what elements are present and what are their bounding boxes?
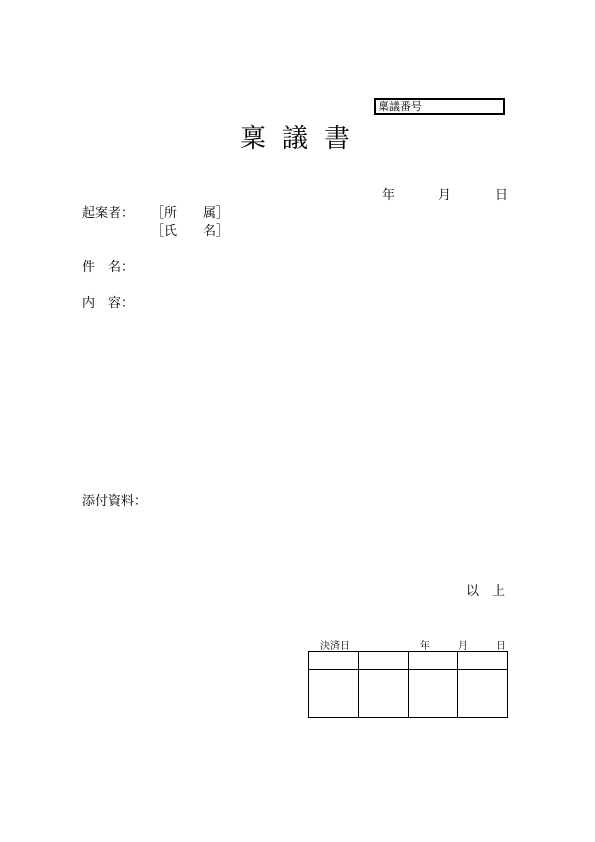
approval-stamp-table [308,651,508,718]
approval-stamp-row [309,670,508,718]
date-day-label: 日 [495,188,509,203]
approval-header-cell[interactable] [408,652,458,670]
decision-year-label: 年 [420,641,430,652]
document-number-box[interactable] [374,98,505,115]
page-title: 稟議書 [240,124,367,154]
approval-stamp-cell[interactable] [408,670,458,718]
approval-stamp-cell[interactable] [358,670,408,718]
approval-header-cell[interactable] [309,652,359,670]
approval-stamp-cell[interactable] [309,670,359,718]
approval-header-row [309,652,508,670]
decision-date-label: 決済日 [320,641,350,652]
document-number-label: 稟議番号 [378,100,422,113]
decision-day-label: 日 [496,641,506,652]
approval-header-cell[interactable] [358,652,408,670]
attachments-label: 添付資料： [82,494,148,509]
content-label: 内 容： [82,296,135,311]
date-year-label: 年 [382,188,396,203]
closing-text: 以 上 [466,584,506,599]
approval-header-cell[interactable] [458,652,508,670]
approval-stamp-cell[interactable] [458,670,508,718]
subject-label: 件 名： [82,260,135,275]
decision-month-label: 月 [458,641,468,652]
drafter-label: 起案者： [82,206,135,221]
name-label: ［氏 名］ [151,224,230,239]
date-month-label: 月 [438,188,452,203]
department-label: ［所 属］ [151,206,230,221]
